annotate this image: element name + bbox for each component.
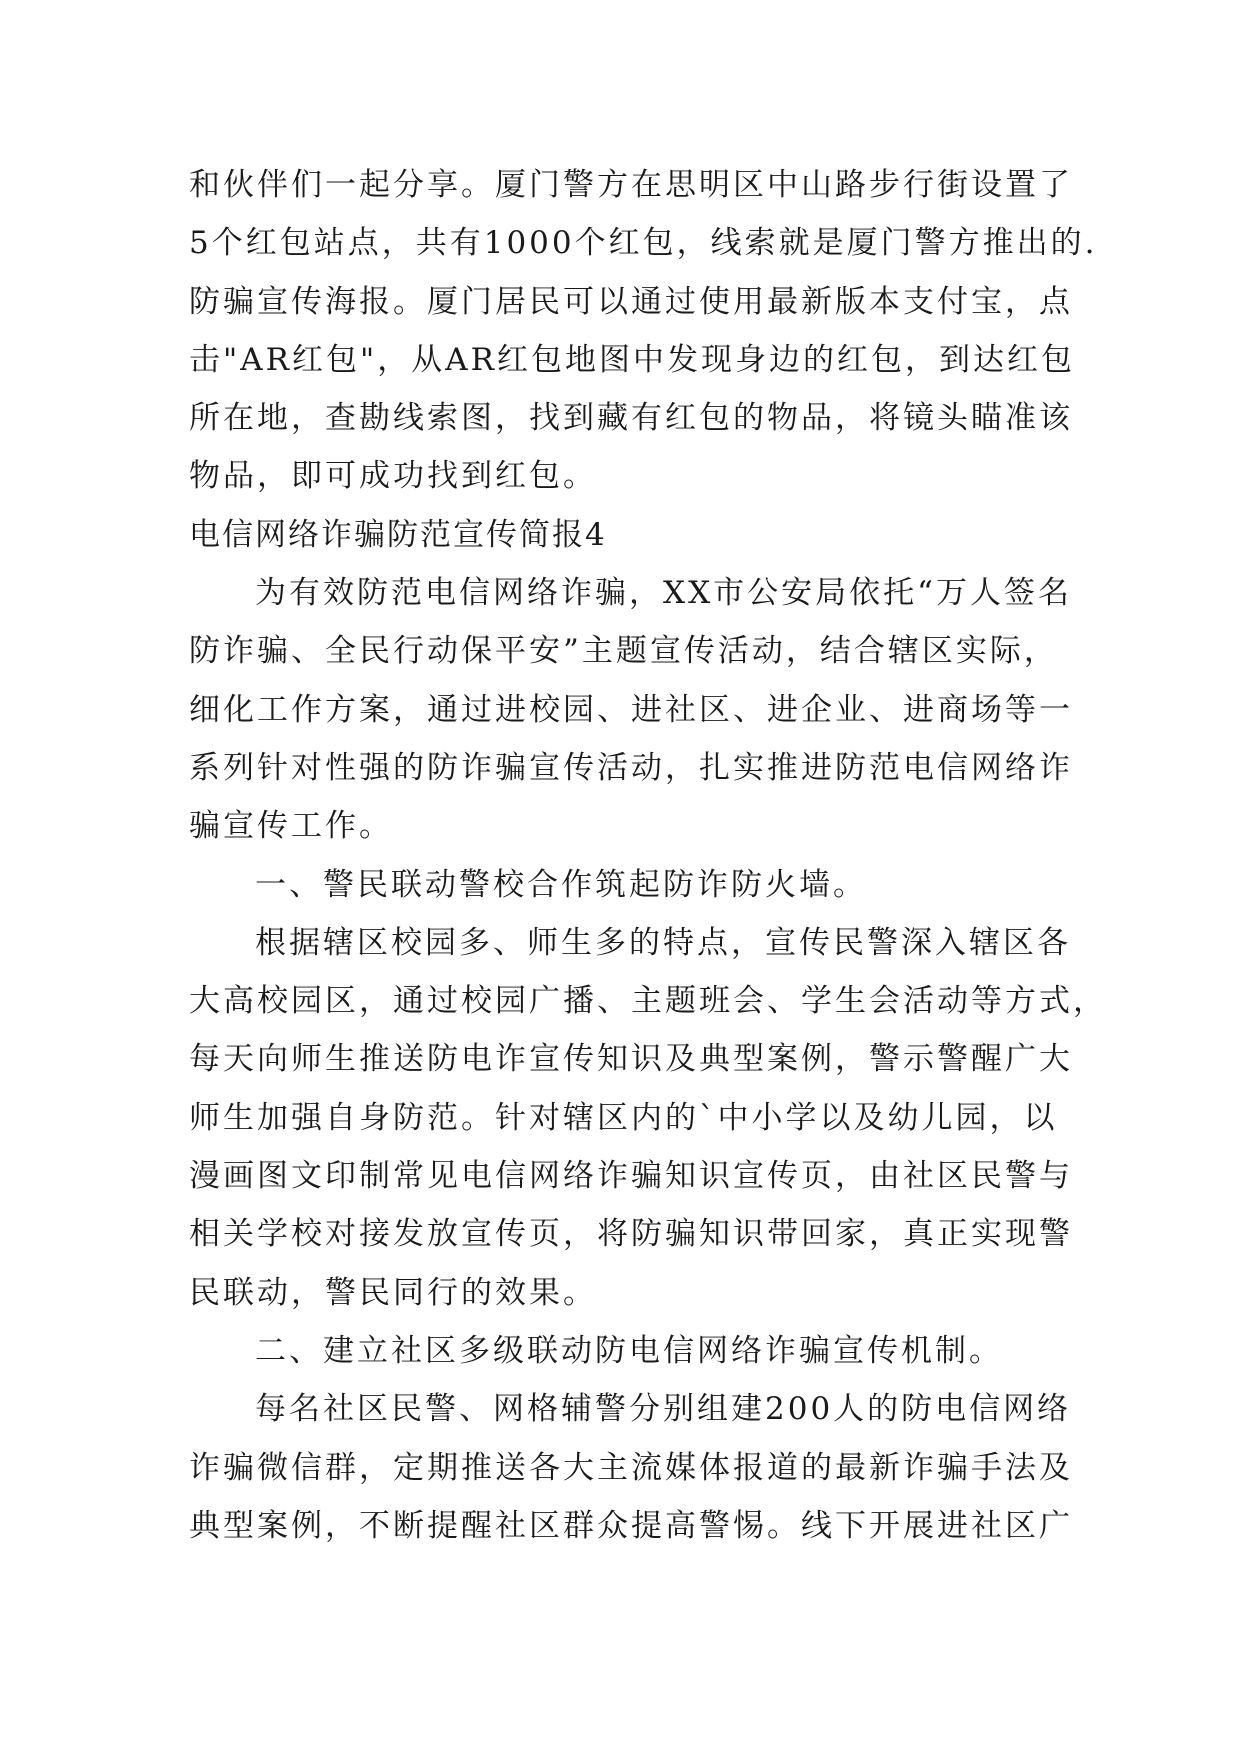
text-line: 系列针对性强的防诈骗宣传活动，扎实推进防范电信网络诈 [189, 749, 1073, 786]
subsection-heading: 一、警民联动警校合作筑起防诈防火墙。 [255, 866, 867, 903]
text-line: 典型案例，不断提醒社区群众提高警惕。线下开展进社区广 [189, 1507, 1073, 1544]
text-line: 师生加强自身防范。针对辖区内的`中小学以及幼儿园，以 [189, 1099, 1058, 1136]
text-line: 物品，即可成功找到红包。 [189, 458, 597, 495]
text-line: 漫画图文印制常见电信网络诈骗知识宣传页，由社区民警与 [189, 1158, 1073, 1195]
text-line: 击"AR红包"，从AR红包地图中发现身边的红包，到达红包 [189, 341, 1075, 378]
text-line: 每天向师生推送防电诈宣传知识及典型案例，警示警醒广大 [189, 1041, 1073, 1078]
text-line: 防诈骗、全民行动保平安”主题宣传活动，结合辖区实际， [189, 633, 1058, 670]
text-line: 诈骗微信群，定期推送各大主流媒体报道的最新诈骗手法及 [189, 1449, 1073, 1486]
text-line: 5个红包站点，共有1000个红包，线索就是厦门警方推出的. [189, 225, 1098, 262]
section-title: 电信网络诈骗防范宣传简报4 [189, 516, 607, 553]
text-line: 和伙伴们一起分享。厦门警方在思明区中山路步行街设置了 [189, 167, 1073, 203]
text-line: 细化工作方案，通过进校园、进社区、进企业、进商场等一 [189, 691, 1073, 728]
text-line: 民联动，警民同行的效果。 [189, 1274, 597, 1311]
text-line: 大高校园区，通过校园广播、主题班会、学生会活动等方式， [189, 983, 1107, 1020]
text-line: 为有效防范电信网络诈骗，XX市公安局依托“万人签名 [255, 575, 1072, 612]
text-line: 所在地，查勘线索图，找到藏有红包的物品，将镜头瞄准该 [189, 400, 1073, 437]
subsection-heading: 二、建立社区多级联动防电信网络诈骗宣传机制。 [255, 1332, 1003, 1369]
document-body [189, 156, 1107, 1555]
text-line: 每名社区民警、网格辅警分别组建200人的防电信网络 [255, 1391, 1072, 1428]
text-line: 根据辖区校园多、师生多的特点，宣传民警深入辖区各 [255, 924, 1071, 961]
text-line: 相关学校对接发放宣传页，将防骗知识带回家，真正实现警 [189, 1216, 1073, 1253]
text-line: 骗宣传工作。 [189, 808, 393, 845]
text-line: 防骗宣传海报。厦门居民可以通过使用最新版本支付宝，点 [189, 283, 1073, 320]
